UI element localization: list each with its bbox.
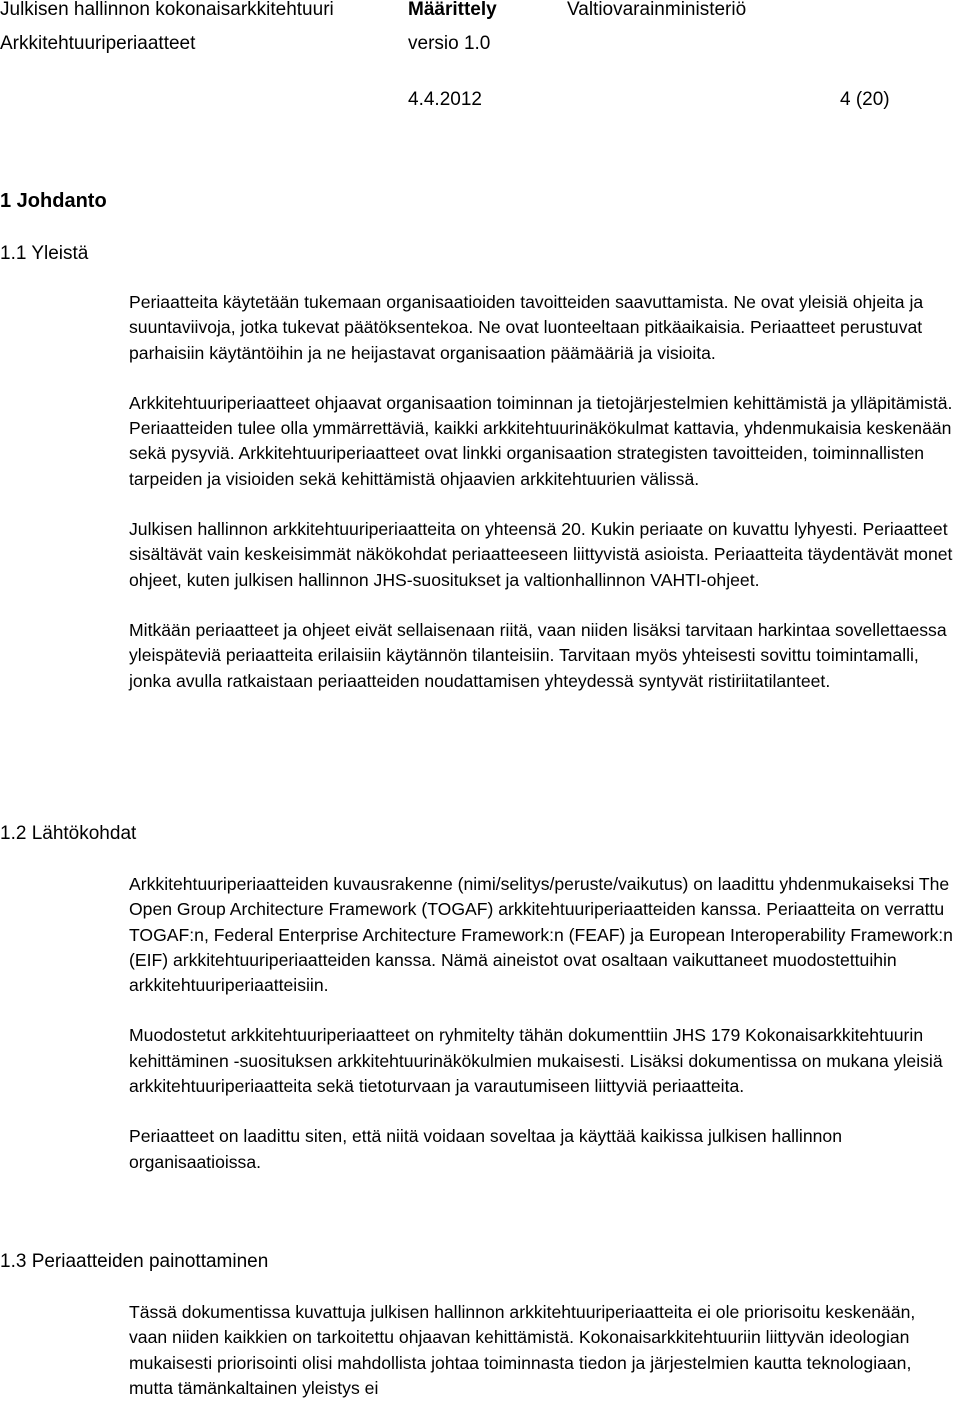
header-date: 4.4.2012	[408, 89, 482, 110]
section-body-painottaminen	[129, 1300, 957, 1401]
header-version: versio 1.0	[408, 33, 491, 54]
header-doc-title: Arkkitehtuuriperiaatteet	[0, 33, 196, 54]
section-body-yleista	[129, 290, 957, 694]
paragraph: Arkkitehtuuriperiaatteet ohjaavat organisaation toiminnan ja tietojärjestelmien kehittämistä ja ylläpitämistä. Periaatteiden tulee olla ymmärrettäviä, kaikki arkkitehtuurinäkökulmat kattavia, yhdenmukaisia keskenään sekä pysyviä. Arkkitehtuuriperiaatteet ovat linkki organisaation strategisten tavoitteiden, toiminnallisten tarpeiden ja visioiden sekä kehittämistä ohjaavien arkkitehtuurien välissä.	[129, 392, 953, 489]
section-title-yleista: 1.1 Yleistä	[0, 243, 89, 264]
section-body-lahtokohdat	[129, 872, 957, 1175]
chapter-title: 1 Johdanto	[0, 190, 107, 212]
paragraph: Mitkään periaatteet ja ohjeet eivät sellaisenaan riitä, vaan niiden lisäksi tarvitaan harkintaa sovellettaessa yleispäteviä periaatteita erilaisiin käytännön tilanteisiin. Tarvitaan myös yhteisesti sovittu toimintamalli, jonka avulla ratkaistaan periaatteiden noudattamisen yhteydessä syntyvät ristiriitatilanteet.	[129, 619, 947, 691]
paragraph: Arkkitehtuuriperiaatteiden kuvausrakenne (nimi/selitys/peruste/vaikutus) on laadittu yhdenmukaiseksi The Open Group Architecture Framework (TOGAF) arkkitehtuuriperiaatteiden kanssa. Periaatteita on verrattu TOGAF:n, Federal Enterprise Architecture Framework:n (FEAF) ja European Interoperability Framework:n (EIF) arkkitehtuuriperiaatteiden kanssa. Nämä aineistot ovat osaltaan vaikuttaneet muodostettuihin arkkitehtuuriperiaatteisiin.	[129, 874, 953, 996]
header-doc-type: Määrittely	[408, 0, 497, 20]
paragraph: Tässä dokumentissa kuvattuja julkisen hallinnon arkkitehtuuriperiaatteita ei ole priorisoitu keskenään, vaan niiden kaikkien on tarkoitettu ohjaavan kehittämistä. Kokonaisarkkitehtuuriin liittyvän ideologian mukaisesti priorisointi olisi mahdollista johtaa toiminnasta tiedon ja järjestelmien kautta teknologiaan, mutta tämänkaltainen yleistys ei	[129, 1302, 916, 1398]
header-org: Julkisen hallinnon kokonaisarkkitehtuuri	[0, 0, 334, 20]
section-title-painottaminen: 1.3 Periaatteiden painottaminen	[0, 1251, 269, 1272]
header-ministry: Valtiovarainministeriö	[567, 0, 747, 20]
header-page-number: 4 (20)	[840, 89, 890, 110]
paragraph: Julkisen hallinnon arkkitehtuuriperiaatteita on yhteensä 20. Kukin periaate on kuvattu lyhyesti. Periaatteet sisältävät vain keskeisimmät näkökohdat periaatteeseen liittyvistä asioista. Periaatteita täydentävät monet ohjeet, kuten julkisen hallinnon JHS-suositukset ja valtionhallinnon VAHTI-ohjeet.	[129, 519, 953, 590]
paragraph: Periaatteet on laadittu siten, että niitä voidaan soveltaa ja käyttää kaikissa julkisen hallinnon organisaatioissa.	[129, 1126, 842, 1172]
paragraph: Muodostetut arkkitehtuuriperiaatteet on ryhmitelty tähän dokumenttiin JHS 179 Kokonaisarkkitehtuurin kehittäminen -suosituksen arkkitehtuurinäkökulmien mukaisesti. Lisäksi dokumentissa on mukana yleisiä arkkitehtuuriperiaatteita sekä tietoturvaan ja varautumiseen liittyviä periaatteita.	[129, 1025, 943, 1097]
paragraph: Periaatteita käytetään tukemaan organisaatioiden tavoitteiden saavuttamista. Ne ovat yleisiä ohjeita ja suuntaviivoja, jotka tukevat päätöksentekoa. Ne ovat luonteeltaan pitkäaikaisia. Periaatteet perustuvat parhaisiin käytäntöihin ja ne heijastavat organisaation päämääriä ja visioita.	[129, 292, 924, 363]
section-title-lahtokohdat: 1.2 Lähtökohdat	[0, 823, 137, 844]
